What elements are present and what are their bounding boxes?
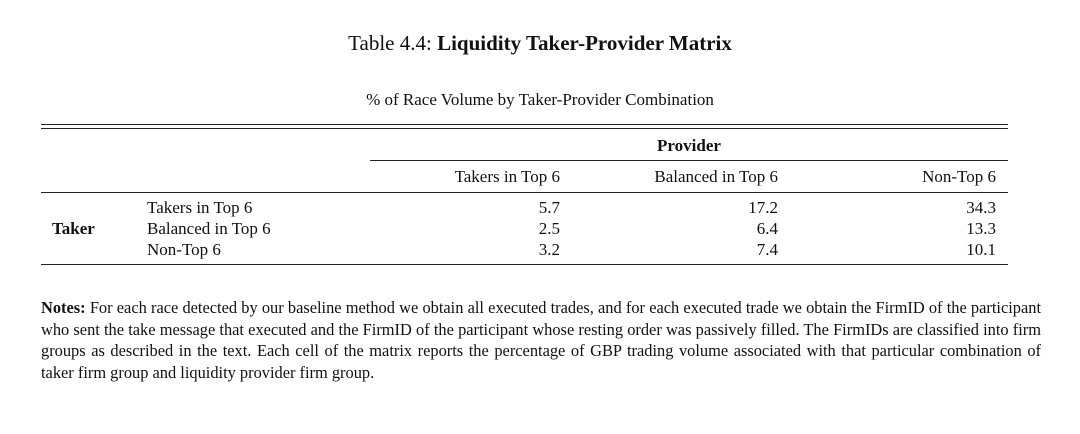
header-rule	[41, 192, 1008, 193]
row-label: Balanced in Top 6	[147, 219, 271, 238]
col-header-takers-top6: Takers in Top 6	[454, 167, 560, 186]
table-number: Table 4.4:	[348, 31, 432, 55]
notes-label: Notes:	[41, 298, 86, 317]
table-cell: 2.5	[538, 219, 560, 238]
top-rule-2	[41, 128, 1008, 129]
provider-header: Provider	[657, 136, 721, 155]
table-name: Liquidity Taker-Provider Matrix	[437, 31, 732, 55]
table-title	[0, 28, 1080, 58]
table-cell: 34.3	[966, 198, 996, 217]
table-cell: 3.2	[538, 240, 560, 259]
table-cell: 13.3	[966, 219, 996, 238]
col-header-balanced-top6: Balanced in Top 6	[654, 167, 778, 186]
taker-header: Taker	[52, 219, 95, 238]
table-cell: 6.4	[756, 219, 778, 238]
notes-text: For each race detected by our baseline method we obtain all executed trades, and for each executed trade we obtain the FirmID of the participant who sent the take message that executed and the FirmID of the participant whose resting order was passively filled. The FirmIDs are classified into firm groups as described in the text. Each cell of the matrix reports the percentage of GBP trading volume associated with that particular combination of taker firm group and liquidity provider firm group.	[41, 298, 1041, 382]
provider-rule	[370, 160, 1008, 161]
table-cell: 10.1	[966, 240, 996, 259]
table-cell: 7.4	[756, 240, 778, 259]
bottom-rule	[41, 264, 1008, 265]
table-subtitle: % of Race Volume by Taker-Provider Combination	[366, 90, 714, 109]
row-label: Non-Top 6	[147, 240, 221, 259]
top-rule-1	[41, 124, 1008, 125]
row-label: Takers in Top 6	[147, 198, 253, 217]
table-cell: 5.7	[538, 198, 560, 217]
col-header-non-top6: Non-Top 6	[922, 167, 996, 186]
table-cell: 17.2	[748, 198, 778, 217]
table-notes	[41, 297, 1041, 383]
